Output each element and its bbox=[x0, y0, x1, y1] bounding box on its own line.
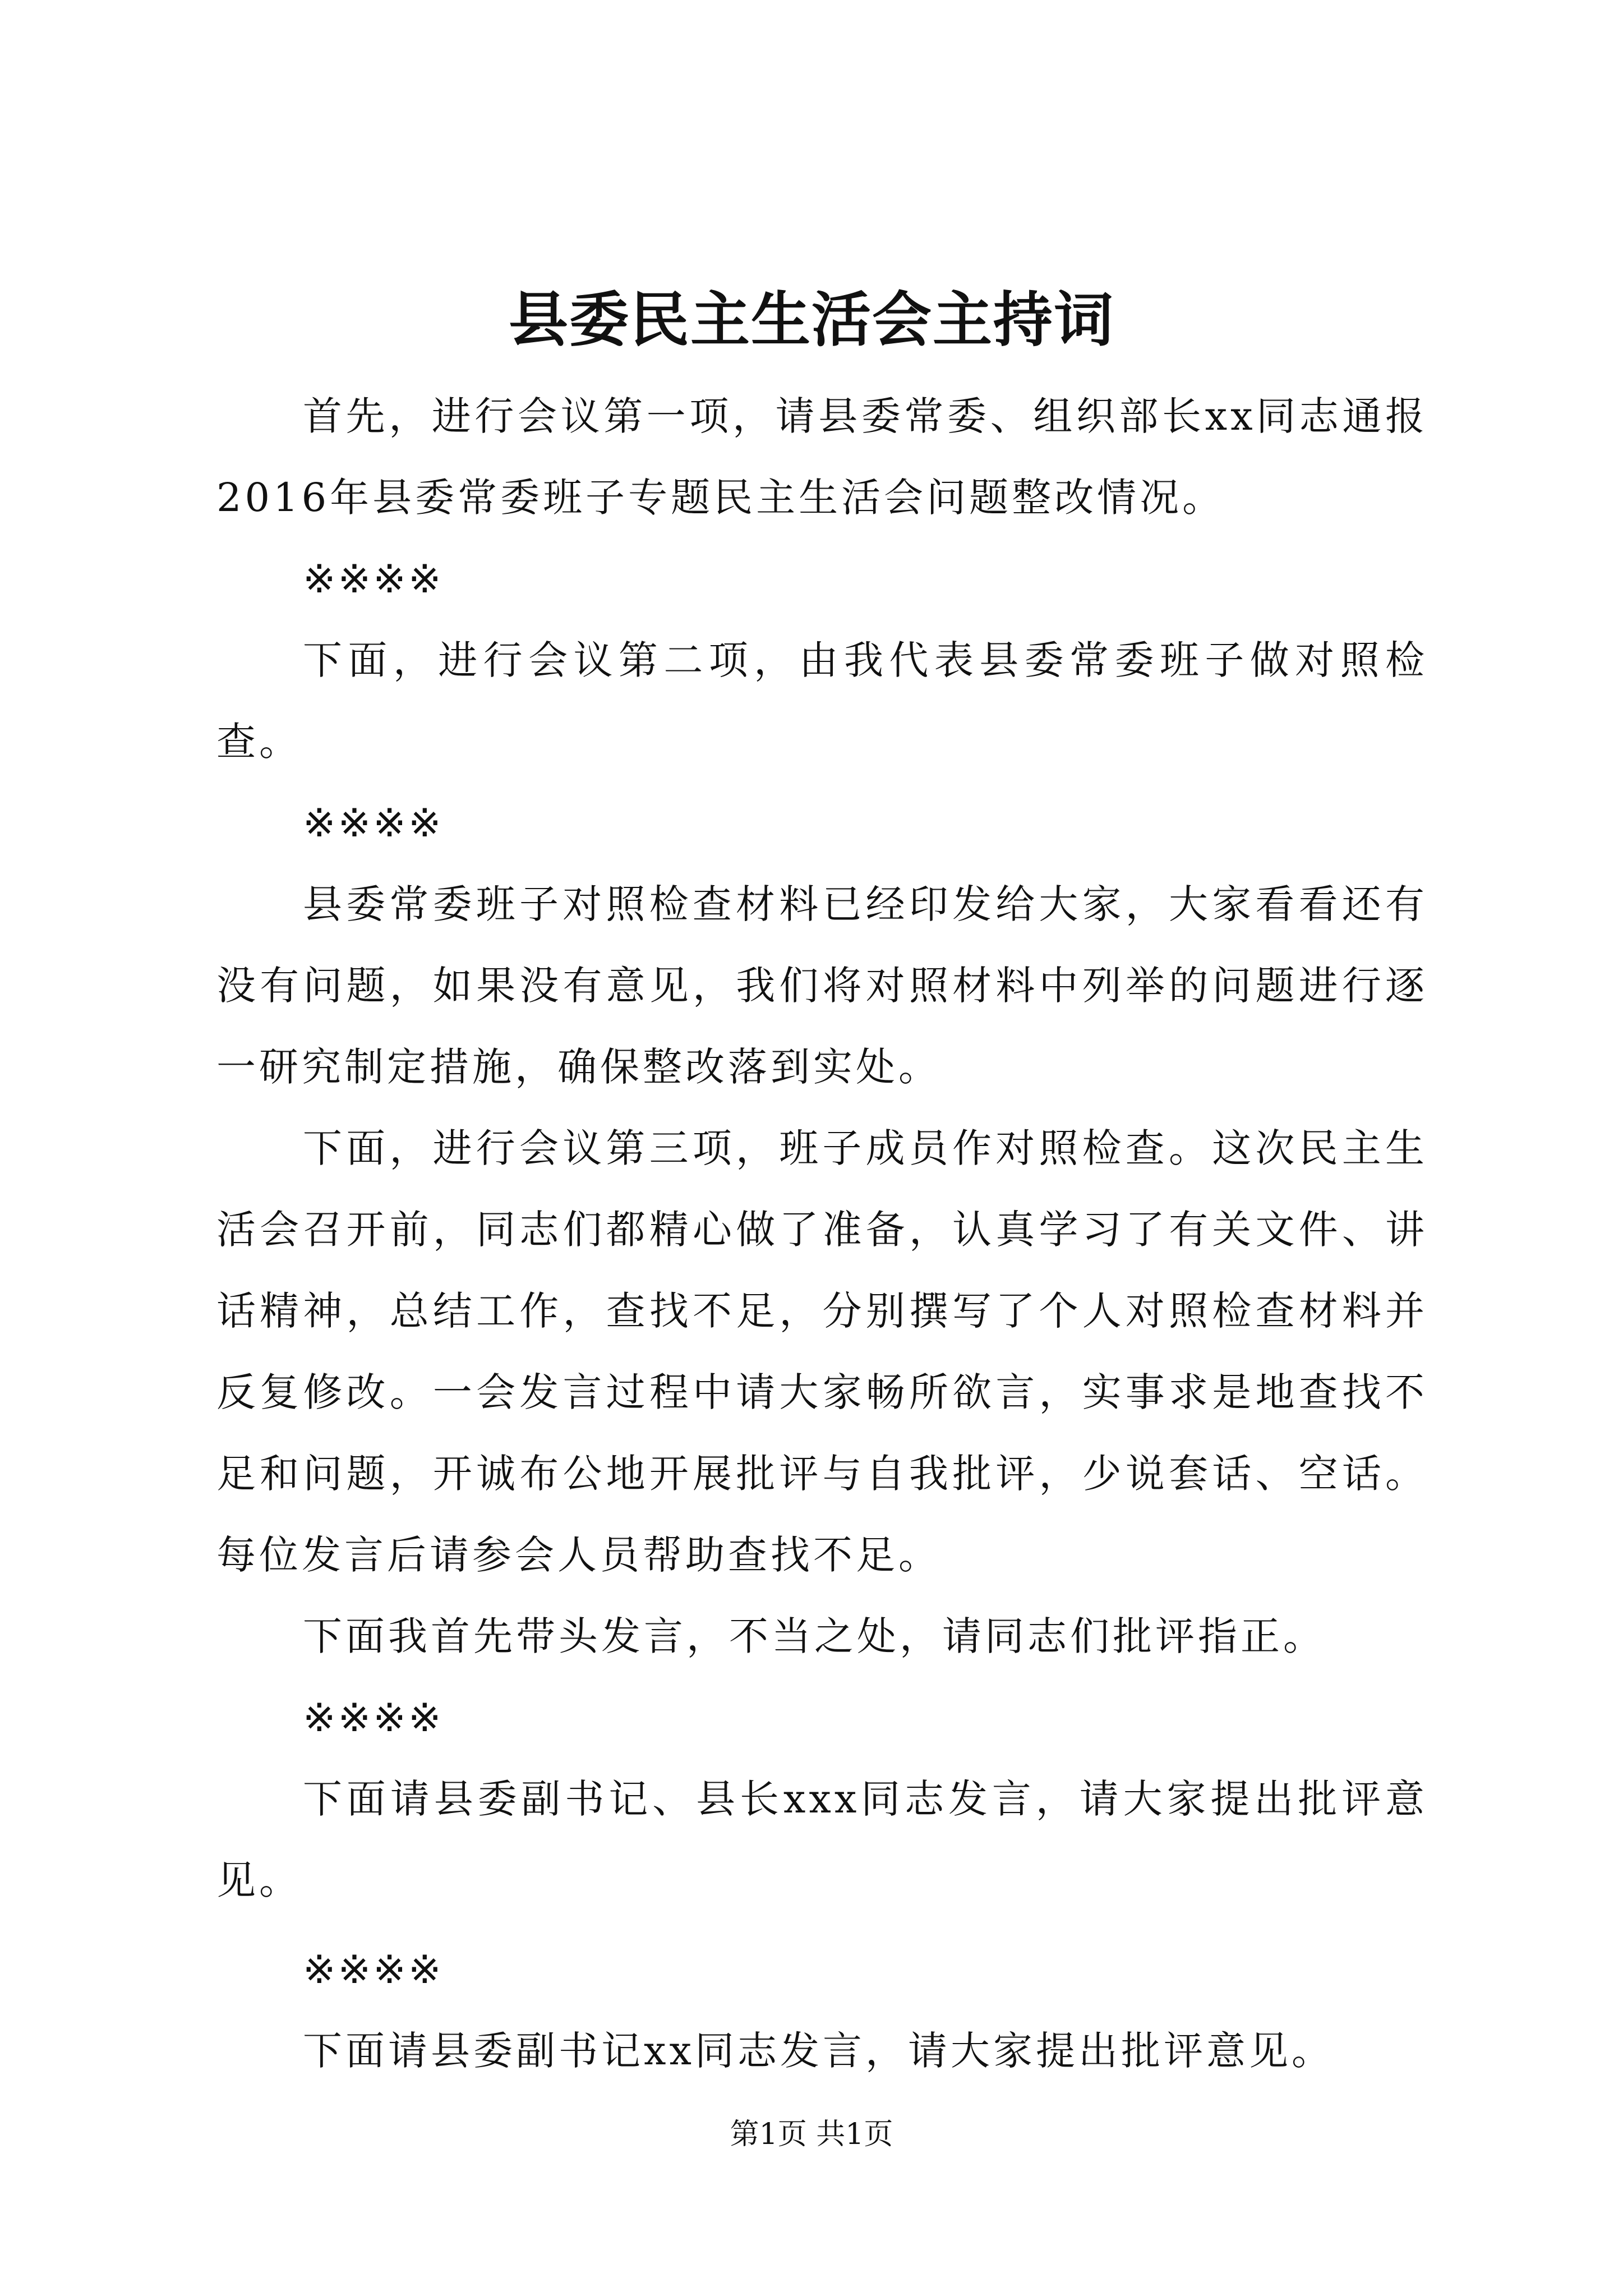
paragraph: 下面，进行会议第三项，班子成员作对照检查。这次民主生活会召开前，同志们都精心做了准备，认真学习了有关文件、讲话精神，总结工作，查找不足，分别撰写了个人对照检查材料并反复修改。一会发言过程中请大家畅所欲言，实事求是地查找不足和问题，开诚布公地开展批评与自我批评，少说套话、空话。每位发言后请参会人员帮助查找不足。 bbox=[216, 1125, 1428, 1578]
document-body bbox=[216, 376, 1428, 2092]
section-separator: ※※※※ bbox=[303, 1947, 444, 1993]
paragraph: 下面，进行会议第二项，由我代表县委常委班子做对照检查。 bbox=[216, 637, 1428, 765]
paragraph: 下面请县委副书记xx同志发言，请大家提出批评意见。 bbox=[303, 2028, 1334, 2074]
paragraph: 下面我首先带头发言，不当之处，请同志们批评指正。 bbox=[303, 1613, 1326, 1659]
page-number-footer: 第1页 共1页 bbox=[730, 2118, 893, 2151]
section-separator: ※※※※ bbox=[303, 556, 444, 602]
document-title: 县委民主生活会主持词 bbox=[509, 284, 1114, 355]
paragraph: 首先，进行会议第一项，请县委常委、组织部长xx同志通报2016年县委常委班子专题民主生活会问题整改情况。 bbox=[216, 393, 1428, 521]
paragraph: 县委常委班子对照检查材料已经印发给大家，大家看看还有没有问题，如果没有意见，我们将对照材料中列举的问题进行逐一研究制定措施，确保整改落到实处。 bbox=[216, 881, 1428, 1090]
section-separator: ※※※※ bbox=[303, 1695, 444, 1741]
section-separator: ※※※※ bbox=[303, 800, 444, 846]
paragraph: 下面请县委副书记、县长xxx同志发言，请大家提出批评意见。 bbox=[216, 1776, 1428, 1903]
